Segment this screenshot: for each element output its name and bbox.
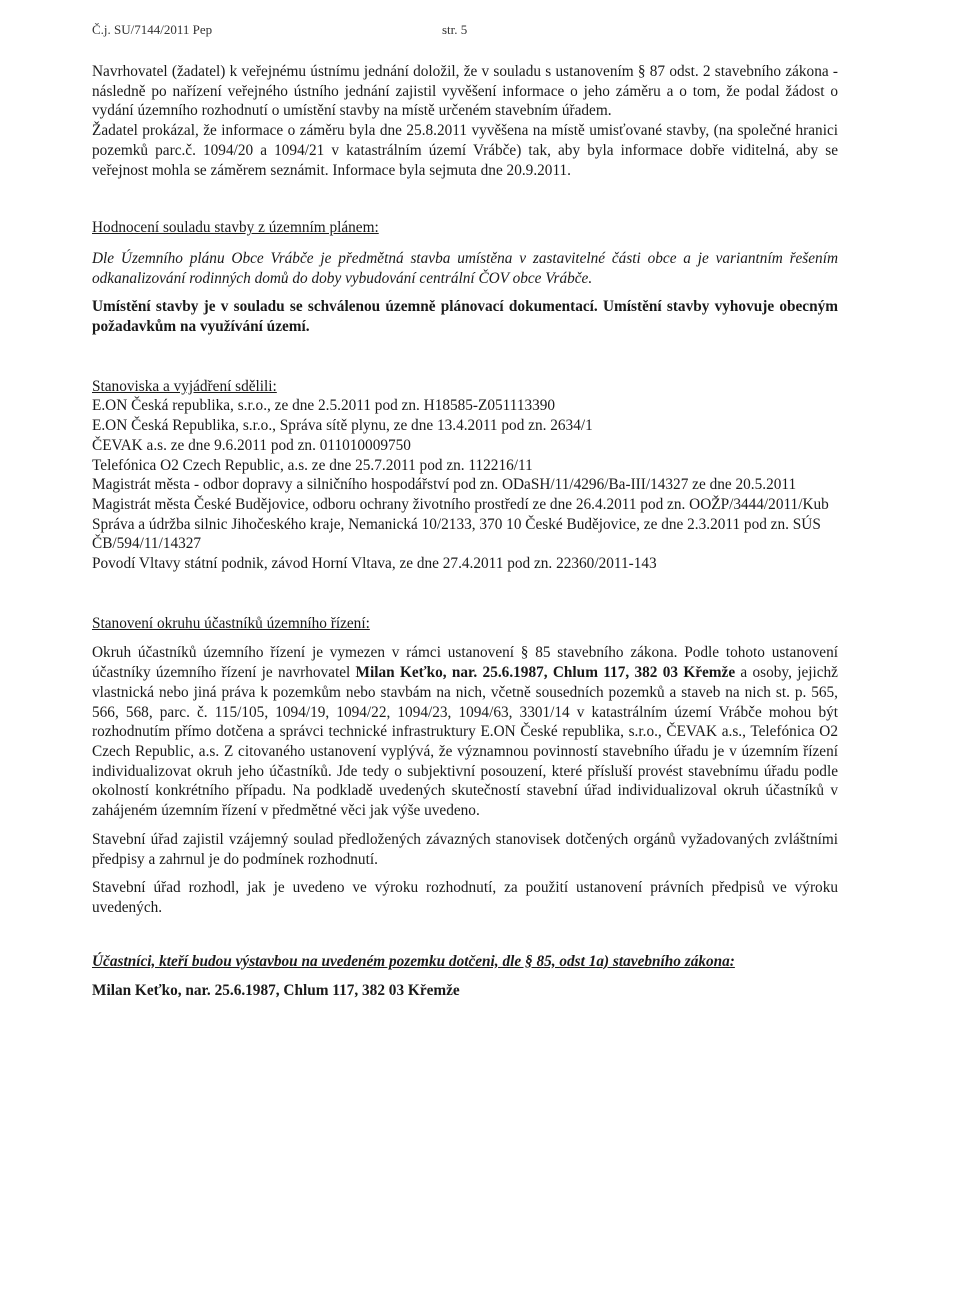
opinions-list: [92, 396, 838, 573]
applicant-name: Milan Keťko, nar. 25.6.1987, Chlum 117, 382 03 Křemže: [355, 664, 736, 682]
opinion-line: Magistrát města - odbor dopravy a silničního hospodářství pod zn. ODaSH/11/4296/Ba-III/14327 ze dne 20.5.2011: [92, 476, 797, 494]
page-number: str. 5: [442, 22, 468, 37]
opinion-line: Magistrát města České Budějovice, odboru ochrany životního prostředí ze dne 26.4.2011 pod zn. OOŽP/3444/2011/Kub: [92, 495, 829, 513]
opinion-line: Správa a údržba silnic Jihočeského kraje, Nemanická 10/2133, 370 10 České Budějovice, ze dne 2.3.2011 pod zn. SÚS ČB/594/11/14327: [92, 515, 821, 553]
participants-paragraph-1: [92, 643, 838, 820]
opinion-line: Telefónica O2 Czech Republic, a.s. ze dne 25.7.2011 pod zn. 112216/11: [92, 456, 533, 474]
participants-text-before: Okruh účastníků územního řízení je vymezen v rámci ustanovení § 85 stavebního zákona. Podle tohoto ustanovení účastníky územního řízení je navrhovatel: [92, 644, 838, 682]
opinion-line: E.ON Česká Republika, s.r.o., Správa sítě plynu, ze dne 13.4.2011 pod zn. 2634/1: [92, 417, 593, 435]
participants-paragraph-2: Stavební úřad zajistil vzájemný soulad předložených závazných stanovisek dotčených orgánů vyžadovaných zvláštními předpisy a zahrnul je do podmínek rozhodnutí.: [92, 830, 838, 868]
participants-text-after: a osoby, jejichž vlastnická nebo jiná práva k pozemkům nebo stavbám na nich, včetně sousedních pozemků a staveb na nich st. p. 565, 566, 568, parc. č. 115/105, 1094/19, 1094/22, 1094/23, 1094/63, 3301/14 v katastrálním území Vrábče mohou být rozhodnutím přímo dotčena a správci technické infrastruktury E.ON České republika, s.r.o., ČEVAK a.s., Telefónica O2 Czech Republic, a.s. Z citovaného ustanovení vyplývá, že významnou povinností stavebního úřadu je v územním řízení individualizovat okruh jeho účastníků. Jde tedy o subjektivní posouzení, které přísluší provést stavebnímu úřadu podle okolností konkrétního případu. Na podkladě uvedených skutečností stavební úřad individualizoval okruh účastníků v zahájeném územním řízení v předmětné věci jak výše uvedeno.: [92, 664, 838, 820]
intro-paragraph-2: Žadatel prokázal, že informace o záměru byla dne 25.8.2011 vyvěšena na místě umisťované stavby, (na společné hranici pozemků parc.č. 1094/20 a 1094/21 v katastrálním území Vrábče) tak, aby byla informace dobře viditelná, aby se veřejnost mohla se záměrem seznámit. Informace byla sejmuta dne 20.9.2011.: [92, 122, 838, 179]
opinion-line: E.ON Česká republika, s.r.o., ze dne 2.5.2011 pod zn. H18585-Z051113390: [92, 397, 556, 415]
opinion-line: Povodí Vltavy státní podnik, závod Horní Vltava, ze dne 27.4.2011 pod zn. 22360/2011-143: [92, 555, 657, 573]
affected-person: Milan Keťko, nar. 25.6.1987, Chlum 117, 382 03 Křemže: [92, 982, 460, 1000]
intro-paragraph-1: Navrhovatel (žadatel) k veřejnému ústnímu jednání doložil, že v souladu s ustanovením § 87 odst. 2 stavebního zákona - následně po nařízení veřejného ústního jednání zajistil vyvěšení informace o jeho záměru a o tom, že podal žádost o vydání územního rozhodnutí o umístění stavby na místě určeném stavebním úřadem.: [92, 63, 838, 120]
opinion-line: ČEVAK a.s. ze dne 9.6.2011 pod zn. 011010009750: [92, 436, 411, 454]
reference-number: Č.j. SU/7144/2011 Pep: [92, 22, 213, 37]
participants-section-heading: Stanovení okruhu účastníků územního řízení:: [92, 614, 370, 632]
document-body: [92, 62, 838, 1001]
plan-bold-paragraph: Umístění stavby je v souladu se schválenou územně plánovací dokumentací. Umístění stavby vyhovuje obecným požadavkům na využívání území.: [92, 298, 838, 336]
participants-paragraph-3: Stavební úřad rozhodl, jak je uvedeno ve výroku rozhodnutí, za použití ustanovení právních předpisů ve výroku uvedených.: [92, 879, 838, 916]
affected-section-heading: Účastníci, kteří budou výstavbou na uvedeném pozemku dotčeni, dle § 85, odst 1a) stavebního zákona:: [92, 952, 735, 970]
plan-section-heading: Hodnocení souladu stavby z územním plánem:: [92, 219, 379, 237]
opinions-section-heading: Stanoviska a vyjádření sdělili:: [92, 377, 277, 395]
plan-italic-paragraph: Dle Územního plánu Obce Vrábče je předmětná stavba umístěna v zastavitelné části obce a je variantním řešením odkanalizování rodinných domů do doby vybudování centrální ČOV obce Vrábče.: [92, 249, 838, 287]
